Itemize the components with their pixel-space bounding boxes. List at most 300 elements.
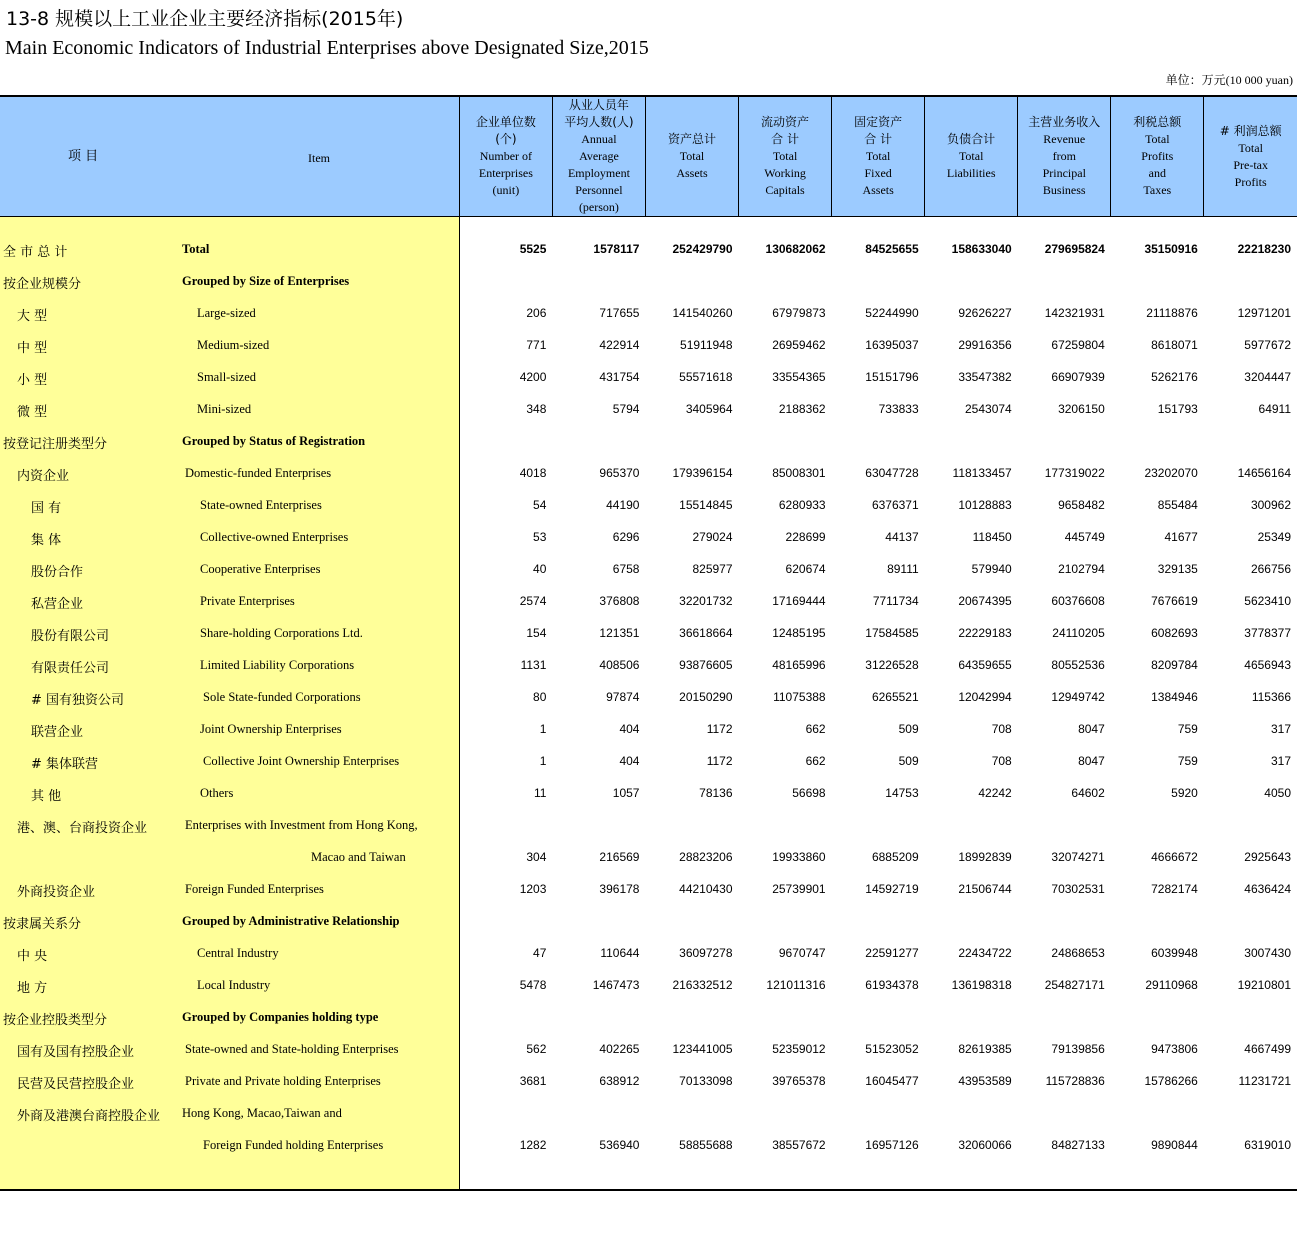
value-cell: 118133457 [952,466,1012,480]
value-cell: 12042994 [958,690,1012,704]
value-cell: 70133098 [679,1074,733,1088]
row-label-cn: 国 有 [31,501,62,516]
value-cell: 562 [526,1042,547,1056]
value-cell: 43953589 [958,1074,1012,1088]
table-row [0,265,1297,297]
value-cell: 7282174 [1151,882,1198,896]
value-cell: 6280933 [778,498,826,512]
value-cell: 177319022 [1044,466,1105,480]
row-label-en: Small-sized [197,370,257,384]
value-cell: 638912 [599,1074,640,1088]
value-cell: 759 [1177,754,1198,768]
value-cell: 61934378 [865,978,919,992]
row-label-cell [0,1033,459,1065]
column-header-en: and [1148,166,1166,180]
value-cell [645,1001,738,1033]
value-cell: 80552536 [1051,658,1105,672]
value-cell [1018,1097,1111,1129]
value-cell [459,1161,1297,1190]
value-cell: 142321931 [1044,306,1105,320]
value-cell: 20150290 [679,690,733,704]
value-cell: 67259804 [1051,338,1105,352]
value-cell: 855484 [1157,498,1198,512]
value-cell: 329135 [1157,562,1198,576]
column-header-en: Assets [676,166,708,180]
value-cell: 1282 [519,1138,547,1152]
column-header-en: Employment [567,166,630,180]
column-header [645,96,738,217]
row-label-cell [0,777,459,809]
value-cell: 8047 [1078,754,1105,768]
value-cell: 579940 [971,562,1012,576]
value-cell: 12949742 [1051,690,1105,704]
value-cell: 179396154 [672,466,733,480]
row-label-cn: 小 型 [17,373,48,388]
value-cell [739,1001,832,1033]
column-header-en: Total [1145,132,1170,146]
value-cell: 1467473 [592,978,640,992]
value-cell: 63047728 [865,466,919,480]
value-cell: 708 [991,754,1012,768]
value-cell [739,809,832,841]
column-header-en: Annual [581,132,617,146]
row-label-cn: 集 体 [31,533,62,548]
row-label-en: Grouped by Status of Registration [182,434,366,448]
column-header-en: Total [865,149,891,163]
row-label-cell [0,585,459,617]
value-cell: 44190 [606,498,640,512]
value-cell: 52244990 [865,306,919,320]
value-cell: 44137 [885,530,919,544]
row-label-en: Large-sized [197,306,256,320]
value-cell: 266756 [1250,562,1291,576]
value-cell: 136198318 [951,978,1012,992]
row-label-cn: 有限责任公司 [31,661,110,676]
value-cell: 11075388 [773,690,826,704]
value-cell: 965370 [599,466,640,480]
column-header-cn: 合 计 [864,132,893,146]
column-header-cn: 平均人数(人) [564,115,634,129]
value-cell: 15786266 [1144,1074,1198,1088]
value-cell: 93876605 [679,658,733,672]
value-cell [459,265,552,297]
value-cell: 206 [526,306,547,320]
value-cell: 52359012 [772,1042,826,1056]
value-cell [1018,809,1111,841]
row-label-en: Grouped by Administrative Relationship [182,914,400,928]
value-cell: 22434722 [958,946,1012,960]
row-label-cell [0,905,459,937]
value-cell [1204,1001,1297,1033]
value-cell: 41677 [1164,530,1198,544]
value-cell: 733833 [878,402,919,416]
table-row [0,905,1297,937]
row-label-cn: 按企业规模分 [3,277,82,292]
table-title-english: Main Economic Indicators of Industrial Enterprises above Designated Size,2015 [5,37,649,59]
value-cell [832,1001,925,1033]
column-header-en: Total [958,149,984,163]
value-cell: 64359655 [958,658,1012,672]
row-label-cn: # 国有独资公司 [31,693,125,708]
value-cell [1111,905,1204,937]
row-label-cn: 其 他 [31,789,62,804]
value-cell [552,425,645,457]
value-cell: 4667499 [1244,1042,1291,1056]
table-row [0,617,1297,649]
item-header-en: Item [308,150,330,165]
value-cell [459,425,552,457]
table-row [0,553,1297,585]
table-row [0,1001,1297,1033]
value-cell: 6039948 [1151,946,1198,960]
value-cell: 9890844 [1151,1138,1198,1152]
row-label-en: Grouped by Companies holding type [182,1010,379,1024]
value-cell: 110644 [600,946,640,960]
value-cell [832,809,925,841]
column-header-cn: (个) [495,132,517,146]
column-header-en: Capitals [765,183,805,197]
value-cell [739,905,832,937]
value-cell: 1203 [519,882,547,896]
value-cell [1111,1001,1204,1033]
value-cell [1111,809,1204,841]
row-label-cell [0,809,459,841]
value-cell: 17584585 [865,626,919,640]
value-cell: 14656164 [1237,466,1291,480]
column-header-cn: 企业单位数 [475,115,536,129]
row-label-en: Hong Kong, Macao,Taiwan and [182,1106,342,1120]
table-row [0,1097,1297,1129]
value-cell: 5478 [519,978,547,992]
row-label-cell [0,681,459,713]
row-label-cell [0,393,459,425]
row-label-en: Collective Joint Ownership Enterprises [203,754,400,768]
value-cell: 151793 [1157,402,1198,416]
column-header [1018,96,1111,217]
column-header-en: Business [1042,183,1086,197]
value-cell: 123441005 [672,1042,733,1056]
table-header-row [0,96,1297,217]
table-row [0,521,1297,553]
row-label-cell [0,969,459,1001]
column-header-en: Fixed [864,166,892,180]
column-header-en: Profits [1234,174,1267,189]
value-cell: 662 [805,722,826,736]
value-cell [645,809,738,841]
row-label-en: State-owned Enterprises [200,498,322,512]
unit-note: 单位：万元(10 000 yuan) [1165,73,1293,87]
row-label-cell [0,553,459,585]
value-cell: 158633040 [951,242,1012,256]
value-cell: 38557672 [772,1138,826,1152]
value-cell: 5623410 [1244,594,1291,608]
value-cell: 5920 [1171,786,1198,800]
value-cell: 141540260 [672,306,733,320]
value-cell: 6082693 [1151,626,1198,640]
table-row [0,425,1297,457]
column-header-en: Pre-tax [1233,157,1268,172]
value-cell: 3405964 [685,402,733,416]
value-cell: 55571618 [679,370,733,384]
value-cell [1204,1097,1297,1129]
table-row [0,777,1297,809]
indicator-table [0,95,1297,1191]
row-label-cell [0,1129,459,1161]
value-cell: 33554365 [772,370,826,384]
row-label-en: Sole State-funded Corporations [203,690,361,704]
row-label-en: Medium-sized [197,338,270,352]
table-row [0,1065,1297,1097]
row-label-cn: 全 市 总 计 [3,245,68,260]
value-cell: 32060066 [958,1138,1012,1152]
value-cell: 64911 [1258,402,1291,416]
value-cell: 16045477 [865,1074,919,1088]
value-cell: 376808 [599,594,640,608]
value-cell: 1057 [612,786,640,800]
value-cell: 21118876 [1146,306,1198,320]
row-label-cell [0,649,459,681]
value-cell: 47 [533,946,547,960]
row-label-en: Grouped by Size of Enterprises [182,274,350,288]
value-cell: 4666672 [1151,850,1198,864]
row-label-cn: 港、澳、台商投资企业 [17,821,148,836]
value-cell: 5262176 [1151,370,1198,384]
column-header-en: Number of [479,149,533,163]
value-cell: 44210430 [679,882,733,896]
row-label-cn: 按登记注册类型分 [3,437,108,452]
row-label-cell [0,937,459,969]
value-cell: 12485195 [772,626,826,640]
column-header [739,96,832,217]
row-label-cell [0,1097,459,1129]
column-header-en: Working [764,166,806,180]
value-cell: 54 [533,498,547,512]
row-label-cn: 按隶属关系分 [3,917,82,932]
value-cell: 1172 [706,722,733,736]
value-cell: 3204447 [1244,370,1291,384]
value-cell: 16957126 [865,1138,919,1152]
value-cell [1018,425,1111,457]
row-label-en: Cooperative Enterprises [200,562,321,576]
value-cell: 20674395 [958,594,1012,608]
value-cell: 15514845 [679,498,733,512]
value-cell: 35150916 [1144,242,1198,256]
value-cell: 9670747 [778,946,826,960]
value-cell: 396178 [599,882,640,896]
column-header-cn: 利税总额 [1133,115,1182,129]
row-label-cell [0,233,459,265]
value-cell: 759 [1177,722,1198,736]
value-cell [645,905,738,937]
value-cell: 402265 [599,1042,640,1056]
row-label-cell [0,841,459,873]
row-label-en: Domestic-funded Enterprises [185,466,332,480]
item-header [0,96,459,217]
column-header-en: Principal [1042,166,1086,180]
value-cell: 8618071 [1151,338,1198,352]
column-header-en: Profits [1141,149,1174,163]
value-cell: 80 [533,690,547,704]
value-cell: 2102794 [1058,562,1105,576]
value-cell [645,1097,738,1129]
row-label-cn: 大 型 [17,309,48,324]
value-cell: 4200 [519,370,547,384]
value-cell: 3007430 [1244,946,1291,960]
row-label-cell [0,873,459,905]
row-label-cn: 按企业控股类型分 [3,1013,108,1028]
value-cell: 509 [898,754,919,768]
row-label-cn: 中 央 [17,949,48,964]
row-label-cn: 民营及民营控股企业 [17,1077,135,1092]
value-cell: 32074271 [1051,850,1105,864]
value-cell [552,265,645,297]
row-label-cell [0,361,459,393]
table-row [0,585,1297,617]
value-cell [552,905,645,937]
row-label-cn: 联营企业 [31,725,84,740]
value-cell: 51911948 [680,338,733,352]
column-header [459,96,552,217]
row-label-cell [0,1065,459,1097]
value-cell: 78136 [699,786,733,800]
value-cell [1111,425,1204,457]
row-label-cn: 私营企业 [31,597,84,612]
value-cell [739,1097,832,1129]
value-cell: 24868653 [1051,946,1105,960]
value-cell: 404 [619,754,640,768]
row-label-en: Limited Liability Corporations [200,658,355,672]
value-cell: 11 [533,786,547,800]
table-row [0,457,1297,489]
row-label-cell [0,489,459,521]
column-header-cn: 主营业务收入 [1028,115,1101,129]
value-cell: 279024 [692,530,733,544]
value-cell [925,425,1018,457]
value-cell: 228699 [785,530,826,544]
row-label-en: Share-holding Corporations Ltd. [200,626,363,640]
row-label-cell [0,297,459,329]
value-cell: 5525 [519,242,547,256]
value-cell: 7676619 [1151,594,1198,608]
value-cell: 85008301 [772,466,826,480]
row-label-cell [0,1001,459,1033]
value-cell: 56698 [792,786,826,800]
column-header [552,96,645,217]
value-cell: 7711734 [872,594,919,608]
row-label-en: Enterprises with Investment from Hong Kong, [185,818,418,832]
value-cell: 6376371 [871,498,919,512]
value-cell: 2925643 [1244,850,1291,864]
row-label-cell [0,329,459,361]
row-label-en: Macao and Taiwan [311,850,406,864]
value-cell: 2543074 [965,402,1012,416]
value-cell: 22218230 [1237,242,1291,256]
value-cell: 22591277 [865,946,919,960]
row-label-en: Foreign Funded Enterprises [185,882,324,896]
table-row [0,233,1297,265]
value-cell: 5794 [612,402,640,416]
column-header-en: Assets [862,183,894,197]
value-cell: 18992839 [958,850,1012,864]
value-cell: 1384946 [1151,690,1198,704]
column-header [925,96,1018,217]
value-cell: 2574 [519,594,547,608]
value-cell: 58855688 [679,1138,733,1152]
row-label-en: Total [182,242,210,256]
value-cell [925,1001,1018,1033]
value-cell: 3681 [519,1074,547,1088]
row-label-cell [0,265,459,297]
row-label-en: Collective-owned Enterprises [200,530,349,544]
table-row [0,681,1297,713]
value-cell: 97874 [606,690,640,704]
value-cell: 17169444 [772,594,826,608]
value-cell: 3206150 [1058,402,1105,416]
column-header [1204,96,1297,217]
value-cell: 15151796 [865,370,919,384]
table-row [0,969,1297,1001]
value-cell: 662 [805,754,826,768]
value-cell [739,265,832,297]
value-cell: 431754 [599,370,640,384]
value-cell: 22229183 [958,626,1012,640]
value-cell: 1131 [520,658,547,672]
value-cell: 825977 [692,562,733,576]
value-cell: 317 [1270,722,1291,736]
value-cell: 304 [526,850,547,864]
value-cell: 6758 [612,562,640,576]
value-cell: 717655 [599,306,640,320]
value-cell: 31226528 [865,658,919,672]
row-label-cn: 内资企业 [17,469,70,484]
value-cell [459,905,552,937]
row-label-cell [0,745,459,777]
value-cell: 25349 [1257,530,1291,544]
table-row [0,649,1297,681]
value-cell [925,265,1018,297]
value-cell: 4656943 [1244,658,1291,672]
row-label-cn: 国有及国有控股企业 [17,1045,135,1060]
spacer-row [0,1161,1297,1190]
value-cell: 51523052 [865,1042,919,1056]
value-cell: 216569 [599,850,640,864]
value-cell: 42242 [978,786,1012,800]
value-cell: 509 [898,722,919,736]
value-cell: 404 [619,722,640,736]
table-row [0,393,1297,425]
value-cell: 1172 [706,754,733,768]
table-row [0,841,1297,873]
table-title-chinese: 13-8 规模以上工业企业主要经济指标(2015年) [6,8,404,30]
column-header-en: Total [679,149,705,163]
value-cell: 24110205 [1052,626,1105,640]
value-cell [925,1097,1018,1129]
row-label-en: Foreign Funded holding Enterprises [203,1138,384,1152]
value-cell: 29916356 [958,338,1012,352]
value-cell [1204,265,1297,297]
row-label-cn: # 集体联营 [31,757,99,772]
column-header-en: Revenue [1043,132,1086,146]
value-cell [925,905,1018,937]
value-cell [645,265,738,297]
value-cell: 8209784 [1151,658,1198,672]
value-cell [1018,265,1111,297]
value-cell [1018,1001,1111,1033]
column-header-en: (person) [578,200,619,214]
value-cell: 21506744 [958,882,1012,896]
table-row [0,361,1297,393]
value-cell: 254827171 [1044,978,1105,992]
